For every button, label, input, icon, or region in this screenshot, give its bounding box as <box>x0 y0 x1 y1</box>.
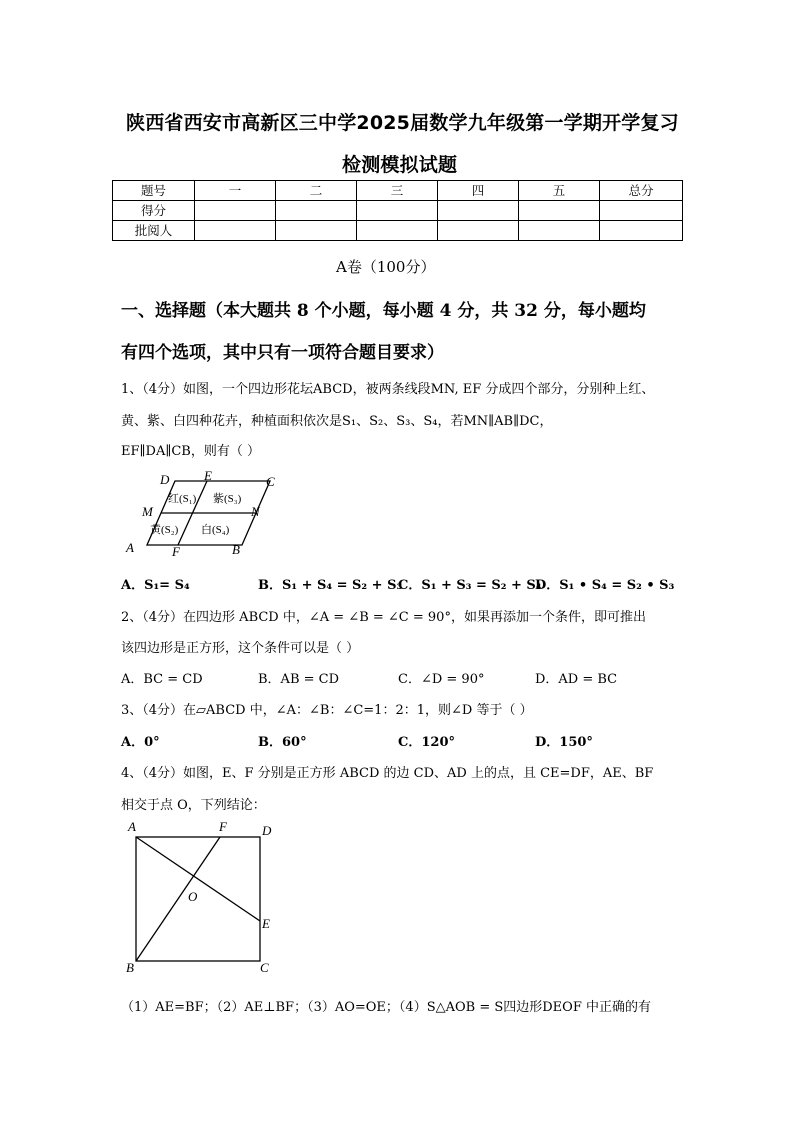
q4-conclusions: （1）AE=BF；（2）AE⊥BF；（3）AO=OE；（4）S△AOB = S四边形DEOF 中正确的有 <box>121 1000 651 1015</box>
score-cell[interactable] <box>357 221 438 241</box>
q4-text-line1: 4、（4分）如图，E、F 分别是正方形 ABCD 的边 CD、AD 上的点，且 CE=DF，AE、BF <box>121 766 654 781</box>
q1-region-white: 白(S₄) <box>201 524 230 536</box>
q3-option-a[interactable]: A．0° <box>121 735 160 750</box>
score-header-cell: 二 <box>276 181 357 201</box>
q1-label-n: N <box>251 504 260 519</box>
q1-label-m: M <box>142 504 153 519</box>
score-cell[interactable] <box>600 221 683 241</box>
q1-region-purple: 紫(S₃) <box>213 493 242 505</box>
q3-option-d[interactable]: D．150° <box>535 735 593 750</box>
q1-label-d: D <box>160 472 170 487</box>
score-cell[interactable] <box>519 201 600 221</box>
q4-segment-bf <box>136 837 220 961</box>
q4-figure <box>120 815 280 980</box>
score-cell[interactable] <box>600 201 683 221</box>
q4-label-e: E <box>262 916 270 931</box>
score-cell[interactable] <box>519 221 600 241</box>
score-table <box>112 180 683 241</box>
q4-label-d: D <box>262 823 272 838</box>
score-cell[interactable] <box>438 201 519 221</box>
section-a-heading: A卷（100分） <box>336 258 436 276</box>
score-header-cell: 三 <box>357 181 438 201</box>
score-header-cell: 一 <box>195 181 276 201</box>
score-cell[interactable] <box>195 201 276 221</box>
q1-option-c[interactable]: C．S₁ + S₃ = S₂ + S₄ <box>398 578 542 593</box>
score-row <box>113 201 683 221</box>
q2-option-b[interactable]: B．AB = CD <box>258 672 340 687</box>
q1-option-a[interactable]: A．S₁= S₄ <box>121 578 190 593</box>
q4-label-f: F <box>219 819 227 834</box>
score-cell[interactable] <box>276 221 357 241</box>
exam-title-line1: 陕西省西安市高新区三中学2025届数学九年级第一学期开学复习 <box>126 112 679 134</box>
q1-region-yellow: 黄(S₂) <box>150 524 179 536</box>
q4-label-a: A <box>128 819 136 834</box>
q1-option-b[interactable]: B．S₁ + S₄ = S₂ + S₃ <box>258 578 403 593</box>
section1-heading-line1: 一、选择题（本大题共 8 个小题，每小题 4 分，共 32 分，每小题均 <box>121 301 646 321</box>
score-cell[interactable] <box>276 201 357 221</box>
q2-option-c[interactable]: C．∠D = 90° <box>398 672 485 687</box>
score-row-label: 批阅人 <box>113 221 195 241</box>
q1-label-f: F <box>172 544 180 559</box>
score-cell[interactable] <box>438 221 519 241</box>
score-row-label: 得分 <box>113 201 195 221</box>
q2-text-line1: 2、（4分）在四边形 ABCD 中，∠A = ∠B = ∠C = 90°，如果再添加一个条件，即可推出 <box>121 610 646 625</box>
reviewer-row <box>113 221 683 241</box>
q1-option-d[interactable]: D．S₁ • S₄ = S₂ • S₃ <box>535 578 675 593</box>
score-header-cell: 五 <box>519 181 600 201</box>
q4-label-b: B <box>126 960 134 975</box>
q3-option-b[interactable]: B．60° <box>258 735 307 750</box>
q1-text-line3: EF∥DA∥CB，则有（ ） <box>121 444 260 459</box>
score-header-cell: 题号 <box>113 181 195 201</box>
q3-text-line1: 3、（4分）在▱ABCD 中，∠A：∠B：∠C=1：2：1，则∠D 等于（ ） <box>121 703 533 718</box>
q4-label-c: C <box>260 960 269 975</box>
q1-label-a: A <box>126 540 134 555</box>
section1-heading-line2: 有四个选项，其中只有一项符合题目要求） <box>121 343 444 363</box>
q4-text-line2: 相交于点 O，下列结论： <box>121 798 266 813</box>
score-cell[interactable] <box>357 201 438 221</box>
q2-text-line2: 该四边形是正方形，这个条件可以是（ ） <box>121 641 360 656</box>
q1-label-c: C <box>266 474 275 489</box>
q1-text-line1: 1、（4分）如图，一个四边形花坛ABCD，被两条线段MN, EF 分成四个部分，分别种上红、 <box>121 382 655 397</box>
q1-text-line2: 黄、紫、白四种花卉，种植面积依次是S₁、S₂、S₃、S₄，若MN∥AB∥DC， <box>121 414 553 429</box>
score-cell[interactable] <box>195 221 276 241</box>
q1-label-b: B <box>232 542 240 557</box>
q2-option-a[interactable]: A．BC = CD <box>121 672 203 687</box>
q3-option-c[interactable]: C．120° <box>398 735 455 750</box>
q2-option-d[interactable]: D．AD = BC <box>535 672 618 687</box>
q1-figure <box>120 468 290 560</box>
q4-segment-ae <box>136 837 260 921</box>
exam-title-line2: 检测模拟试题 <box>342 154 458 176</box>
q4-label-o: O <box>188 889 198 904</box>
score-header-cell: 总分 <box>600 181 683 201</box>
q4-square <box>136 837 260 961</box>
q1-label-e: E <box>204 468 212 483</box>
score-table-header-row <box>113 181 683 201</box>
q1-region-red: 红(S₁) <box>168 493 197 505</box>
score-header-cell: 四 <box>438 181 519 201</box>
